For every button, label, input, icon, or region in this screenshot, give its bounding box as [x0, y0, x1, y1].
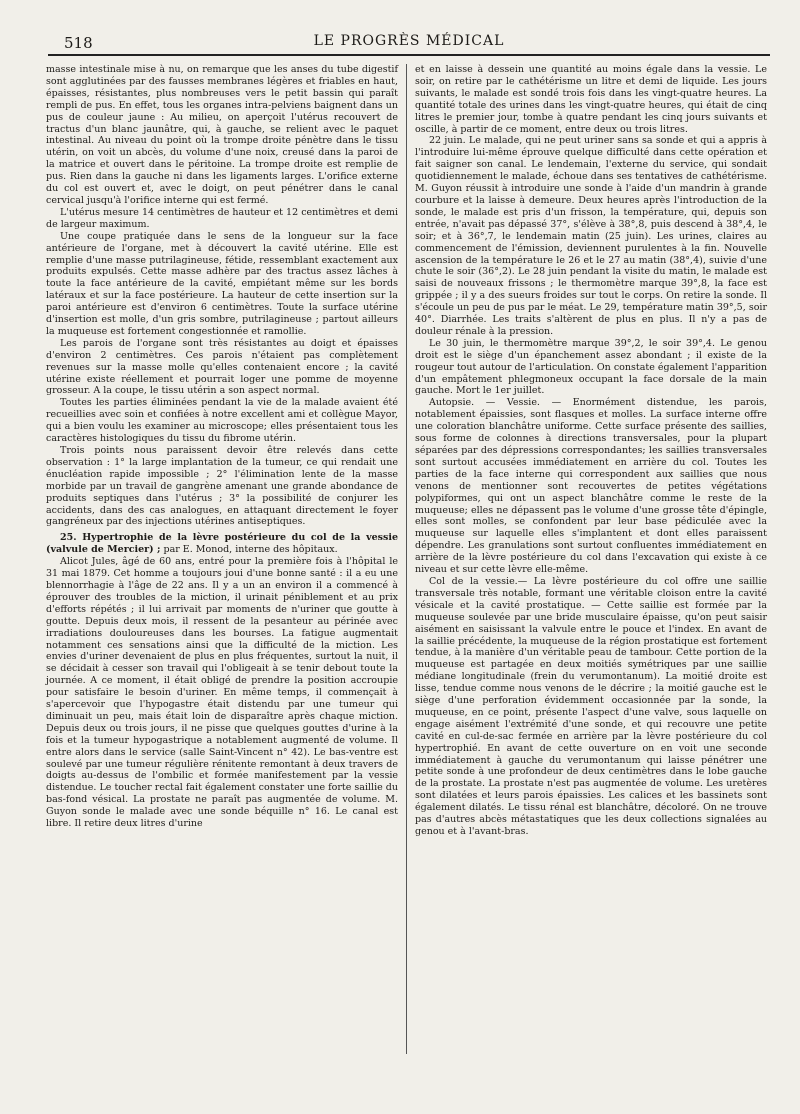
- section-heading: [46, 532, 398, 556]
- paragraph: Une coupe pratiquée dans le sens de la longueur sur la face antérieure de l'organe, met à découvert la cavité utérine. Elle est remplie d'une masse putrilagineuse, fétide, ressemblant exactement aux produits expulsés. Cette masse adhère par des tractus assez lâches à toute la face antérieure de la cavité, empiétant même sur les bords latéraux et sur la face postérieure. La hauteur de cette insertion sur la paroi antérieure est d'environ 6 centimètres. Toute la surface utérine d'insertion est molle, d'un gris sombre, putrilagineuse ; partout ailleurs la muqueuse est fortement congestionnée et ramollie.: [46, 230, 398, 337]
- section-author: par E. Monod, interne des hôpitaux.: [160, 544, 338, 556]
- page-header: [48, 28, 770, 56]
- journal-title: LE PROGRÈS MÉDICAL: [313, 33, 505, 49]
- paragraph: Le 30 juin, le thermomètre marque 39°,2, le soir 39°,4. Le genou droit est le siège d'un épanchement assez abondant ; il existe de la rougeur tout autour de l'articulation. On constate également l'apparition d'un empâtement phlegmoneux occupant la face dorsale de la main gauche. Mort le 1er juillet.: [415, 337, 767, 397]
- paragraph: Alicot Jules, âgé de 60 ans, entré pour la première fois à l'hôpital le 31 mai 1879. Cet homme a toujours joui d'une bonne santé : il a eu une blennorrhagie à l'âge de 22 ans. Il y a un an environ il a commencé à éprouver des troubles de la miction, il urinait péniblement et au prix d'efforts répétés ; il lui arrivait par moments de n'uriner que goutte à goutte. Depuis deux mois, il ressent de la pesanteur au périnée avec irradiations douloureuses dans les bourses. La fatigue augmentait notamment ces sensations ainsi que la difficulté de la miction. Les envies d'uriner devenaient de plus en plus fréquentes, surtout la nuit, il se décidait à cesser son travail qui l'obligeait à se tenir debout toute la journée. A ce moment, il était obligé de prendre la position accroupie pour satisfaire le besoin d'uriner. En même temps, il commençait à s'apercevoir que l'hypogastre était distendu par une tumeur qui diminuait un peu, mais était loin de disparaître après chaque miction. Depuis deux ou trois jours, il ne pisse que quelques gouttes d'urine à la fois et la tumeur hypogastrique a notablement augmenté de volume. Il entre alors dans le service (salle Saint-Vincent n° 42). Le bas-ventre est soulevé par une tumeur régulière rénitente remontant à deux travers de doigts au-dessus de l'ombilic et formée manifestement par la vessie distendue. Le toucher rectal fait également constater une forte saillie du bas-fond vésical. La prostate ne paraît pas augmentée de volume. M. Guyon sonde le malade avec une sonde béquille n° 16. Le canal est libre. Il retire deux litres d'urine: [46, 556, 398, 830]
- paragraph: Les parois de l'organe sont très résistantes au doigt et épaisses d'environ 2 centimètres. Ces parois n'étaient pas complètement revenues sur la masse molle qu'elles contenaient encore ; la cavité utérine existe réellement et pourrait loger une pomme de moyenne grosseur. A la coupe, le tissu utérin a son aspect normal.: [46, 337, 398, 397]
- section-title: 25. Hypertrophie de la lèvre postérieure du col de la vessie (valvule de Mercier) ;: [46, 532, 398, 556]
- paragraph: L'utérus mesure 14 centimètres de hauteur et 12 centimètres et demi de largeur maximum.: [46, 206, 398, 230]
- paragraph: masse intestinale mise à nu, on remarque que les anses du tube digestif sont agglutinées par des fausses membranes légères et friables en haut, épaisses, résistantes, plus nombreuses vers le petit bassin qui paraît rempli de pus. En effet, tous les organes intra-pelviens baignent dans un pus de couleur jaune : Au milieu, on aperçoit l'utérus recouvert de tractus d'un blanc jaunâtre, qui, à gauche, se relient avec le paquet intestinal. Au niveau du point où la trompe droite pénètre dans le tissu utérin, on voit un abcès, du volume d'une noix, creusé dans la paroi de la matrice et ouvert dans le péritoine. La trompe droite est remplie de pus. Rien dans la gauche ni dans les ligaments larges. L'orifice externe du col est ouvert et, avec le doigt, on peut pénétrer dans le canal cervical jusqu'à l'orifice interne qui est fermé.: [46, 64, 398, 206]
- paragraph: Autopsie. — Vessie. — Enormément distendue, les parois, notablement épaissies, sont flasques et molles. La surface interne offre une coloration blanchâtre uniforme. Cette surface présente des saillies, sous forme de colonnes à directions transversales, pour la plupart séparées par des dépressions correspondantes; les saillies transversales sont surtout accusées immédiatement en arrière du col. Toutes les parties de la face interne qui correspondent aux saillies que nous venons de mentionner sont recouvertes de petites végétations polypiformes, qui ont un aspect blanchâtre comme le reste de la muqueuse; elles ne dépassent pas le volume d'une grosse tête d'épingle, elles sont molles, se confondent par leur base pédiculée avec la muqueuse sur laquelle elles s'implantent et dont elles paraissent dépendre. Les granulations sont surtout confluentes immédiatement en arrière de la lèvre postérieure du col dans l'excavation qui existe à ce niveau et sur cette lèvre elle-même.: [415, 397, 767, 576]
- page-number: 518: [64, 34, 93, 52]
- left-column: [46, 64, 398, 830]
- paragraph: et en laisse à dessein une quantité au moins égale dans la vessie. Le soir, on retire par le cathétérisme un litre et demi de liquide. Les jours suivants, le malade est sondé trois fois dans les vingt-quatre heures. La quantité totale des urines dans les vingt-quatre heures, qui était de cinq litres le premier jour, tombe à quatre pendant les cinq jours suivants et oscille, à partir de ce moment, entre deux ou trois litres.: [415, 64, 767, 135]
- paragraph: Trois points nous paraissent devoir être relevés dans cette observation : 1° la large implantation de la tumeur, ce qui rendait une énucléation rapide impossible ; 2° l'élimination lente de la masse morbide par un travail de gangrène amenant une grande abondance de produits septiques dans l'utérus ; 3° la possibilité de conjurer les accidents, dans des cas analogues, en attaquant directement le foyer gangréneux par des injections utérines antiseptiques.: [46, 445, 398, 528]
- paragraph: 22 juin. Le malade, qui ne peut uriner sans sa sonde et qui a appris à l'introduire lui-même éprouve quelque difficulté dans cette opération et fait saigner son canal. Le lendemain, l'externe du service, qui sondait quotidiennement le malade, échoue dans ses tentatives de cathétérisme. M. Guyon réussit à introduire une sonde à l'aide d'un mandrin à grande courbure et la laisse à demeure. Deux heures après l'introduction de la sonde, le malade est pris d'un frisson, la température, qui, depuis son entrée, n'avait pas dépassé 37°, s'élève à 38°,8, puis descend à 38°,4, le soir; et à 36°,7, le lendemain matin (25 juin). Les urines, claires au commencement de l'émission, deviennent purulentes à la fin. Nouvelle ascension de la température le 26 et le 27 au matin (38°,4), suivie d'une chute le soir (36°,2). Le 28 juin pendant la visite du matin, le malade est saisi de nouveaux frissons ; le thermomètre marque 39°,8, la face est grippée ; il y a des sueurs froides sur tout le corps. On retire la sonde. Il s'écoule un peu de pus par le méat. Le 29, température matin 39°,5, soir 40°. Diarrhée. Les traits s'altèrent de plus en plus. Il n'y a pas de douleur rénale à la pression.: [415, 135, 767, 337]
- paragraph: Col de la vessie.— La lèvre postérieure du col offre une saillie transversale très notable, formant une véritable cloison entre la cavité vésicale et la cavité prostatique. — Cette saillie est formée par la muqueuse soulevée par une bride musculaire épaisse, qu'on peut saisir aisément en saisissant la valvule entre le pouce et l'index. En avant de la saillie précédente, la muqueuse de la région prostatique est fortement tendue, à la manière d'un véritable peau de tambour. Cette portion de la muqueuse est partagée en deux moitiés symétriques par une saillie médiane longitudinale (frein du verumontanum). La moitié droite est lisse, tendue comme nous venons de le décrire ; la moitié gauche est le siège d'une perforation évidemment occasionnée par la sonde, la muqueuse, en ce point, présente l'aspect d'une valve, sous laquelle on engage aisément l'extrémité d'une sonde, et qui recouvre une petite cavité en cul-de-sac fermée en arrière par la lèvre postérieure du col hypertrophié. En avant de cette ouverture on en voit une seconde immédiatement à gauche du verumontanum qui laisse pénétrer une petite sonde à une profondeur de deux centimètres dans le lobe gauche de la prostate. La prostate n'est pas augmentée de volume. Les uretères sont dilatées et leurs parois épaissies. Les calices et les bassinets sont également dilatés. Le tissu rénal est blanchâtre, décoloré. On ne trouve pas d'autres abcès métastatiques que les deux collections signalées au genou et à l'avant-bras.: [415, 575, 767, 837]
- paragraph: Toutes les parties éliminées pendant la vie de la malade avaient été recueillies avec soin et confiées à notre excellent ami et collègue Mayor, qui a bien voulu les examiner au microscope; elles présentaient tous les caractères histologiques du tissu du fibrome utérin.: [46, 397, 398, 445]
- column-divider: [406, 64, 407, 1054]
- right-column: [415, 64, 767, 838]
